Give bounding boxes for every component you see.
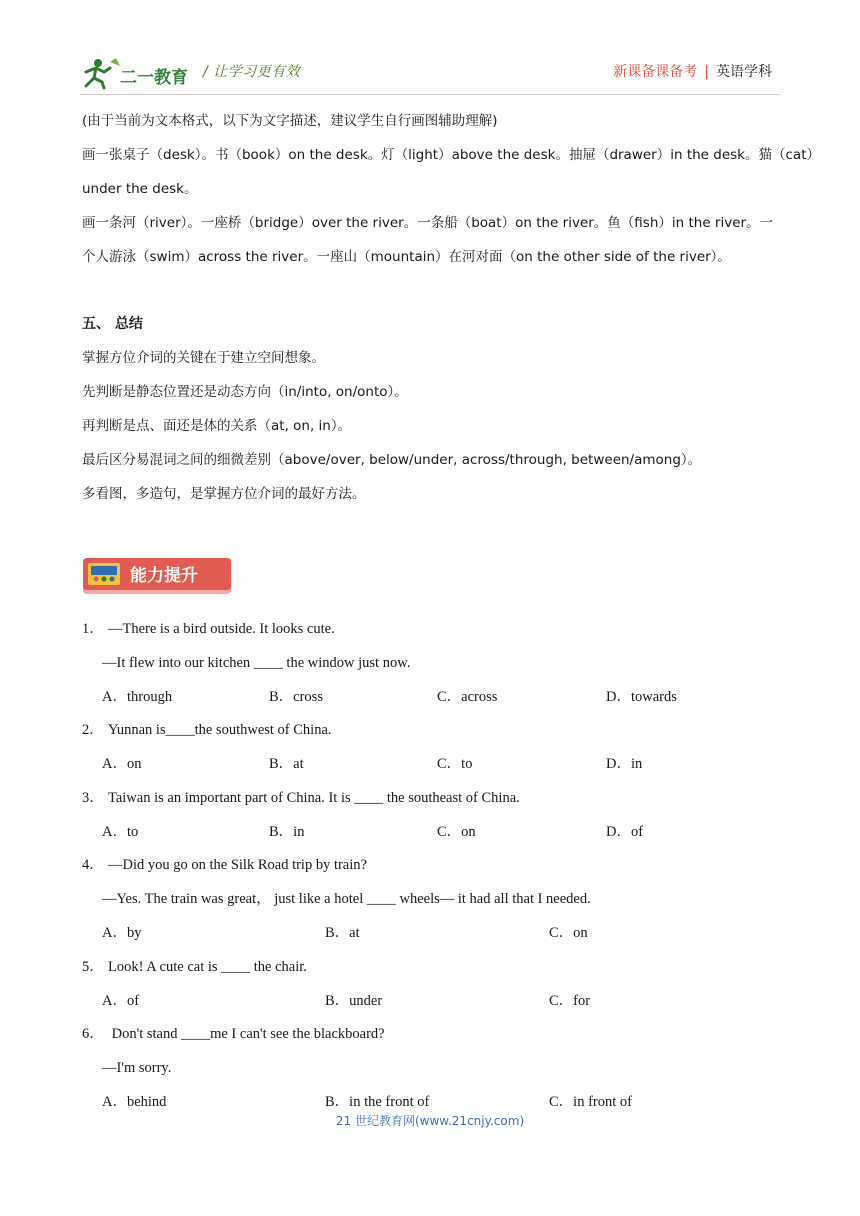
question-2 bbox=[82, 720, 332, 740]
option-d[interactable]: D．towards bbox=[606, 689, 677, 705]
question-6 bbox=[82, 1024, 385, 1044]
summary-heading: 五、 总结 bbox=[82, 316, 143, 332]
classroom-icon bbox=[88, 563, 120, 585]
option-c[interactable]: C．in front of bbox=[549, 1094, 632, 1110]
option-c[interactable]: C．on bbox=[549, 925, 588, 941]
intro-line: under the desk。 bbox=[82, 181, 198, 197]
question-stem: —Did you go on the Silk Road trip by train? bbox=[108, 857, 367, 873]
question-stem: —There is a bird outside. It looks cute. bbox=[108, 621, 335, 637]
badge-label: 能力提升 bbox=[130, 566, 198, 586]
page-header bbox=[0, 0, 860, 95]
question-stem: Yunnan is____the southwest of China. bbox=[108, 722, 332, 738]
option-c[interactable]: C．on bbox=[437, 824, 476, 840]
summary-line: 再判断是点、面还是体的关系（at, on, in）。 bbox=[82, 418, 352, 434]
option-a[interactable]: A．through bbox=[102, 689, 173, 705]
intro-line: 画一张桌子（desk）。书（book）on the desk。灯（light）above the desk。抽屉（drawer）in the desk。猫（cat） bbox=[82, 147, 820, 163]
question-stem: Look! A cute cat is ____ the chair. bbox=[108, 959, 307, 975]
question-1 bbox=[82, 619, 335, 639]
option-b[interactable]: B．in bbox=[269, 824, 305, 840]
option-a[interactable]: A．on bbox=[102, 756, 142, 772]
question-stem: Taiwan is an important part of China. It is ____ the southeast of China. bbox=[108, 790, 520, 806]
header-separator: | bbox=[704, 64, 709, 80]
page-footer[interactable]: 21 世纪教育网(www.21cnjy.com) bbox=[335, 1114, 525, 1128]
option-c[interactable]: C．to bbox=[437, 756, 473, 772]
runner-icon bbox=[86, 58, 120, 88]
header-right bbox=[613, 61, 772, 81]
option-a[interactable]: A．to bbox=[102, 824, 139, 840]
option-a[interactable]: A．of bbox=[102, 993, 140, 1009]
question-5 bbox=[82, 957, 307, 977]
option-c[interactable]: C．across bbox=[437, 689, 498, 705]
question-number: 2． bbox=[82, 722, 104, 738]
intro-note: (由于当前为文本格式，以下为文字描述，建议学生自行画图辅助理解) bbox=[82, 113, 498, 129]
question-sub: —It flew into our kitchen ____ the window just now. bbox=[102, 655, 411, 671]
logo-text: 二一教育 bbox=[120, 68, 188, 88]
question-number: 4． bbox=[82, 857, 104, 873]
question-number: 3． bbox=[82, 790, 104, 806]
option-b[interactable]: B．at bbox=[269, 756, 304, 772]
summary-line: 多看图，多造句，是掌握方位介词的最好方法。 bbox=[82, 486, 366, 502]
option-c[interactable]: C．for bbox=[549, 993, 591, 1009]
question-3 bbox=[82, 788, 520, 808]
option-b[interactable]: B．cross bbox=[269, 689, 323, 705]
option-a[interactable]: A．behind bbox=[102, 1094, 167, 1110]
option-b[interactable]: B．in the front of bbox=[325, 1094, 430, 1110]
summary-line: 掌握方位介词的关键在于建立空间想象。 bbox=[82, 350, 325, 366]
question-stem: Don't stand ____me I can't see the blackboard? bbox=[108, 1026, 385, 1042]
question-4 bbox=[82, 855, 367, 875]
option-d[interactable]: D．in bbox=[606, 756, 643, 772]
question-number: 1． bbox=[82, 621, 104, 637]
section-badge bbox=[82, 556, 232, 596]
option-d[interactable]: D．of bbox=[606, 824, 644, 840]
header-subject: 英语学科 bbox=[716, 64, 772, 80]
option-a[interactable]: A．by bbox=[102, 925, 142, 941]
question-sub: —I'm sorry. bbox=[102, 1060, 172, 1076]
header-tagline: 新课备课备考 bbox=[613, 64, 698, 80]
question-number: 6． bbox=[82, 1026, 104, 1042]
question-number: 5． bbox=[82, 959, 104, 975]
slogan: / 让学习更有效 bbox=[203, 64, 301, 80]
summary-line: 最后区分易混词之间的细微差别（above/over, below/under, across/through, between/among）。 bbox=[82, 452, 702, 468]
logo bbox=[80, 56, 192, 90]
question-sub: —Yes. The train was great， just like a hotel ____ wheels— it had all that I needed. bbox=[102, 891, 591, 907]
option-b[interactable]: B．at bbox=[325, 925, 360, 941]
option-b[interactable]: B．under bbox=[325, 993, 383, 1009]
header-divider bbox=[80, 94, 780, 95]
summary-line: 先判断是静态位置还是动态方向（in/into, on/onto）。 bbox=[82, 384, 408, 400]
intro-line: 画一条河（river）。一座桥（bridge）over the river。一条船（boat）on the river。鱼（fish）in the river。一 bbox=[82, 215, 774, 231]
intro-line: 个人游泳（swim）across the river。一座山（mountain）在河对面（on the other side of the river）。 bbox=[82, 249, 731, 265]
